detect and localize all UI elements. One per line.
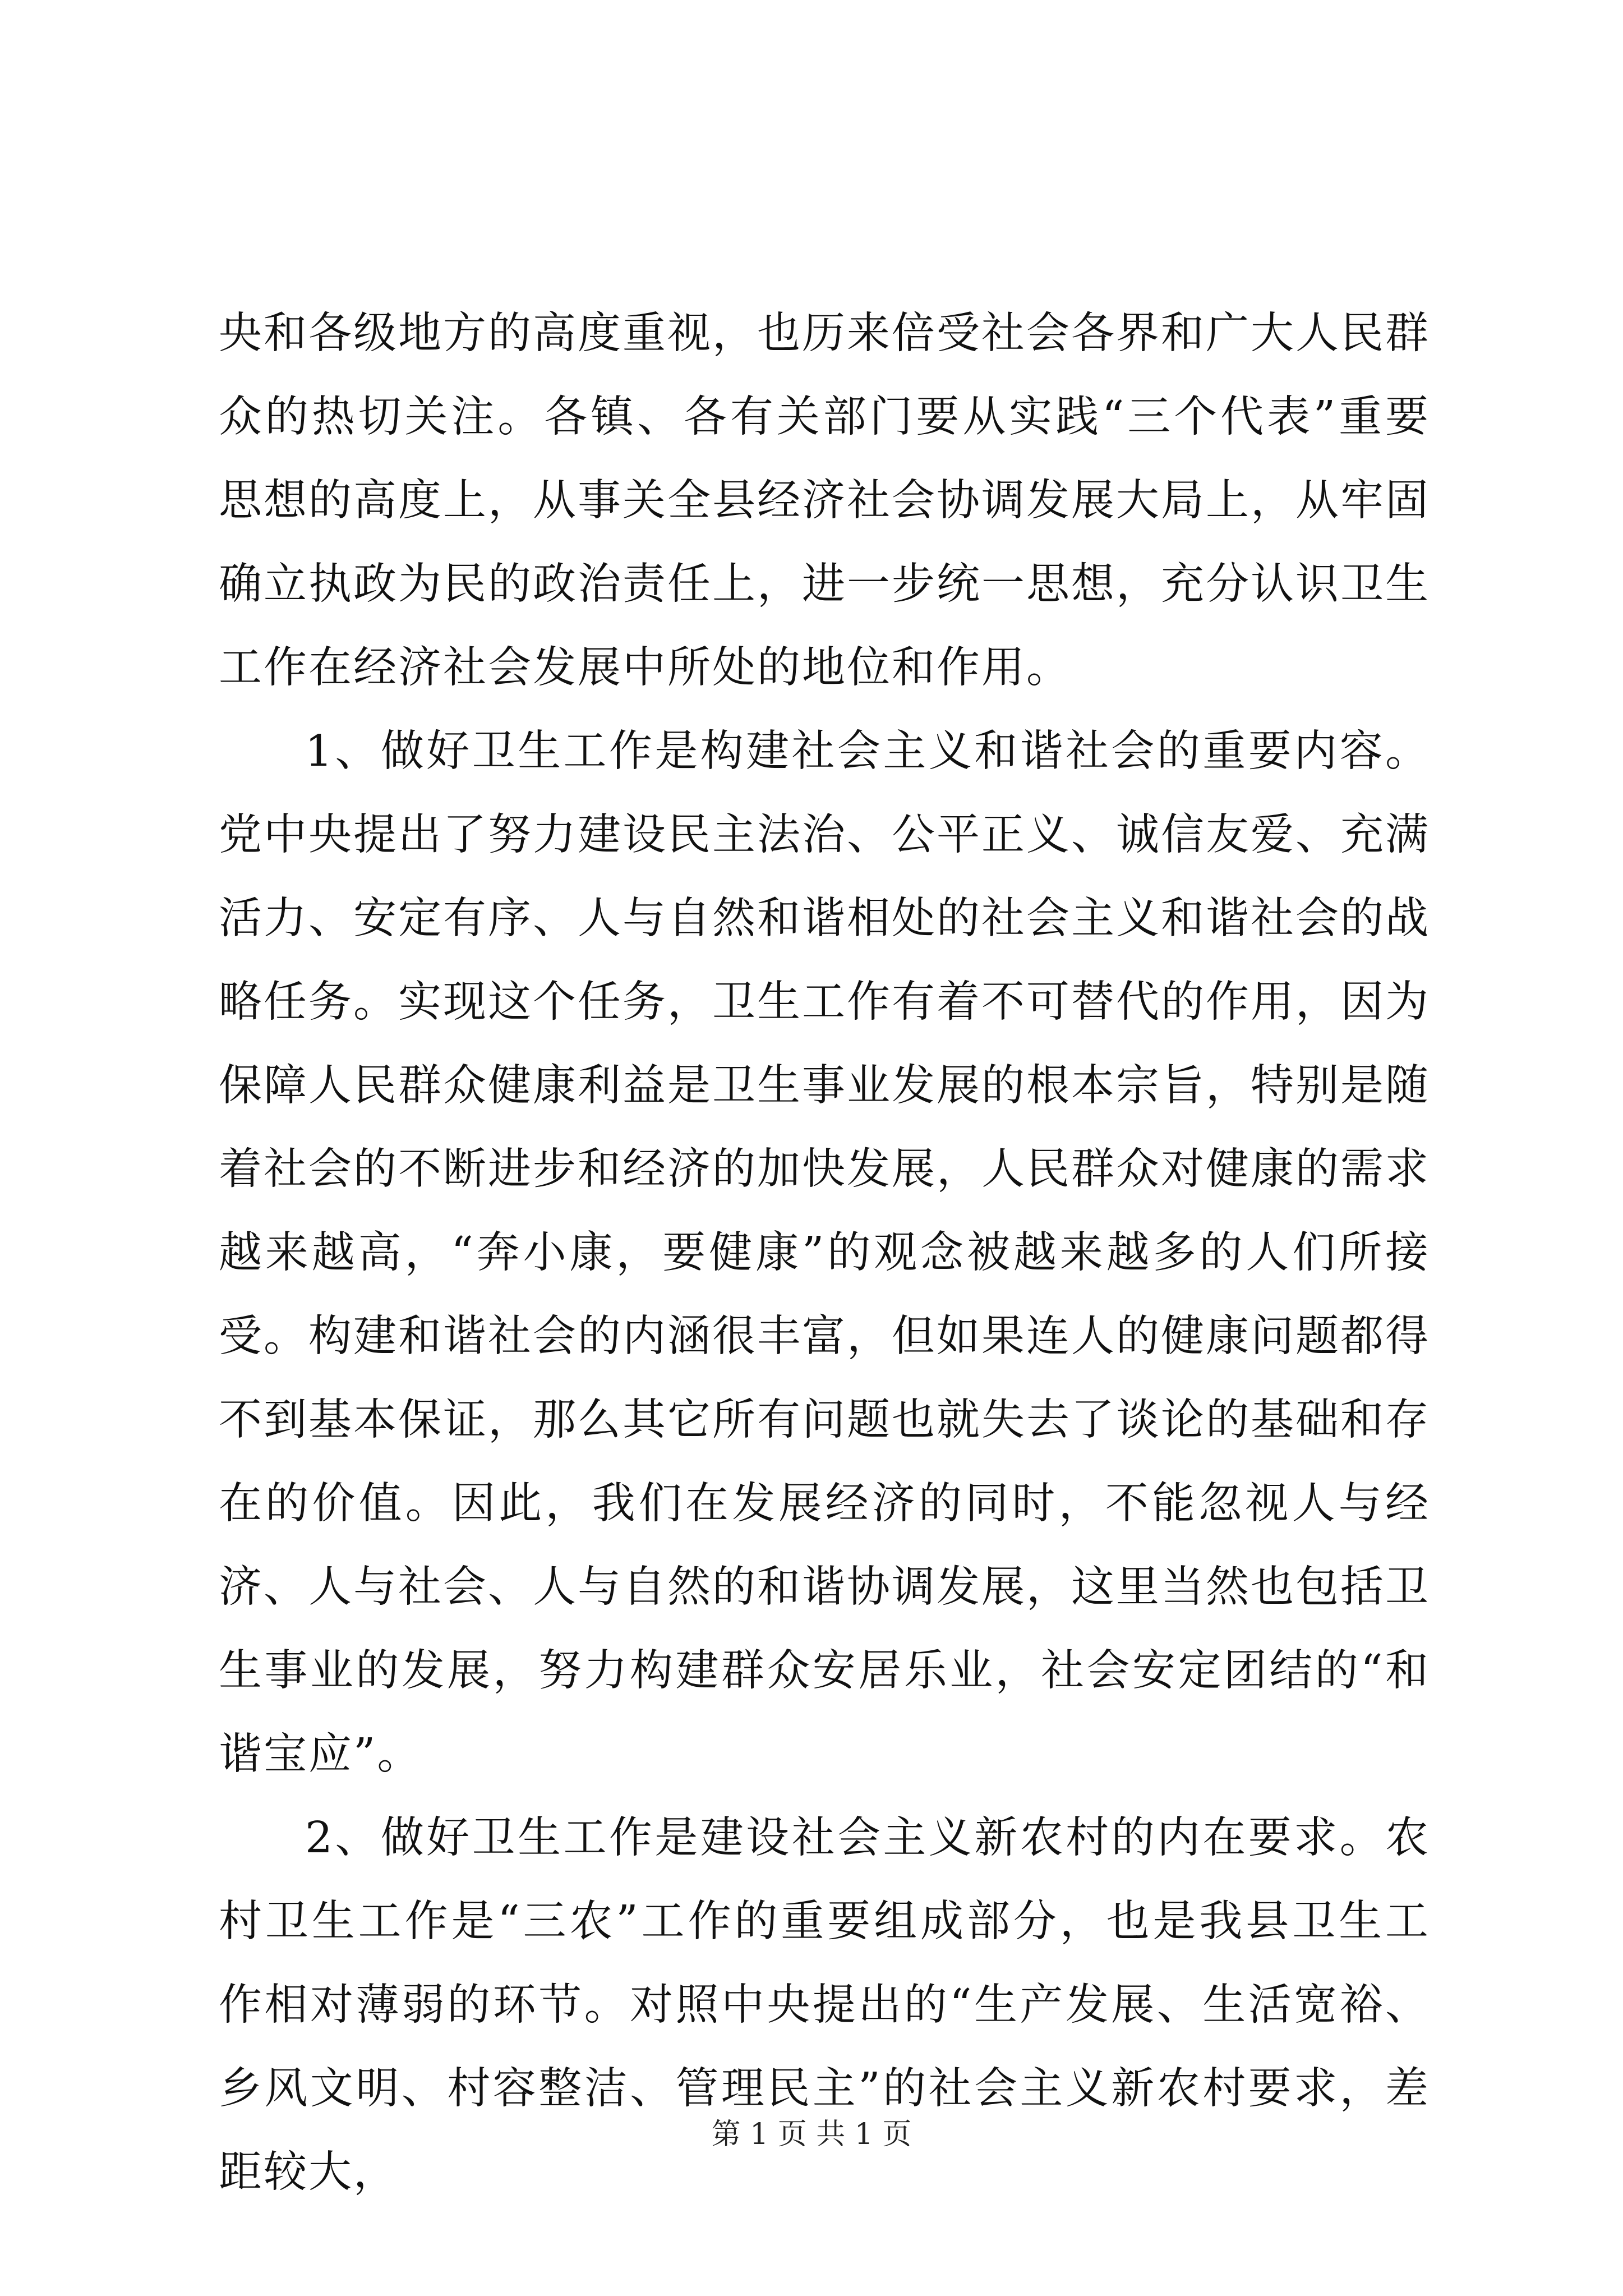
- document-body: [219, 292, 1430, 2214]
- paragraph-point-1: 1、做好卫生工作是构建社会主义和谐社会的重要内容。党中央提出了努力建设民主法治、公平正义、诚信友爱、充满活力、安定有序、人与自然和谐相处的社会主义和谐社会的战略任务。实现这个任务，卫生工作有着不可替代的作用，因为保障人民群众健康利益是卫生事业发展的根本宗旨，特别是随着社会的不断进步和经济的加快发展，人民群众对健康的需求越来越高，“奔小康，要健康”的观念被越来越多的人们所接受。构建和谐社会的内涵很丰富，但如果连人的健康问题都得不到基本保证，那么其它所有问题也就失去了谈论的基础和存在的价值。因此，我们在发展经济的同时，不能忽视人与经济、人与社会、人与自然的和谐协调发展，这里当然也包括卫生事业的发展，努力构建群众安居乐业，社会安定团结的“和谐宝应”。: [219, 726, 1430, 1779]
- paragraph-point-2: 2、做好卫生工作是建设社会主义新农村的内在要求。农村卫生工作是“三农”工作的重要组成部分，也是我县卫生工作相对薄弱的环节。对照中央提出的“生产发展、生活宽裕、乡风文明、村容整洁、管理民主”的社会主义新农村要求，差距较大，: [219, 1813, 1430, 2197]
- page-footer: 第 1 页 共 1 页: [711, 2118, 912, 2151]
- paragraph-continued: 央和各级地方的高度重视，也历来倍受社会各界和广大人民群众的热切关注。各镇、各有关部门要从实践“三个代表”重要思想的高度上，从事关全县经济社会协调发展大局上，从牢固确立执政为民的政治责任上，进一步统一思想，充分认识卫生工作在经济社会发展中所处的地位和作用。: [219, 309, 1430, 693]
